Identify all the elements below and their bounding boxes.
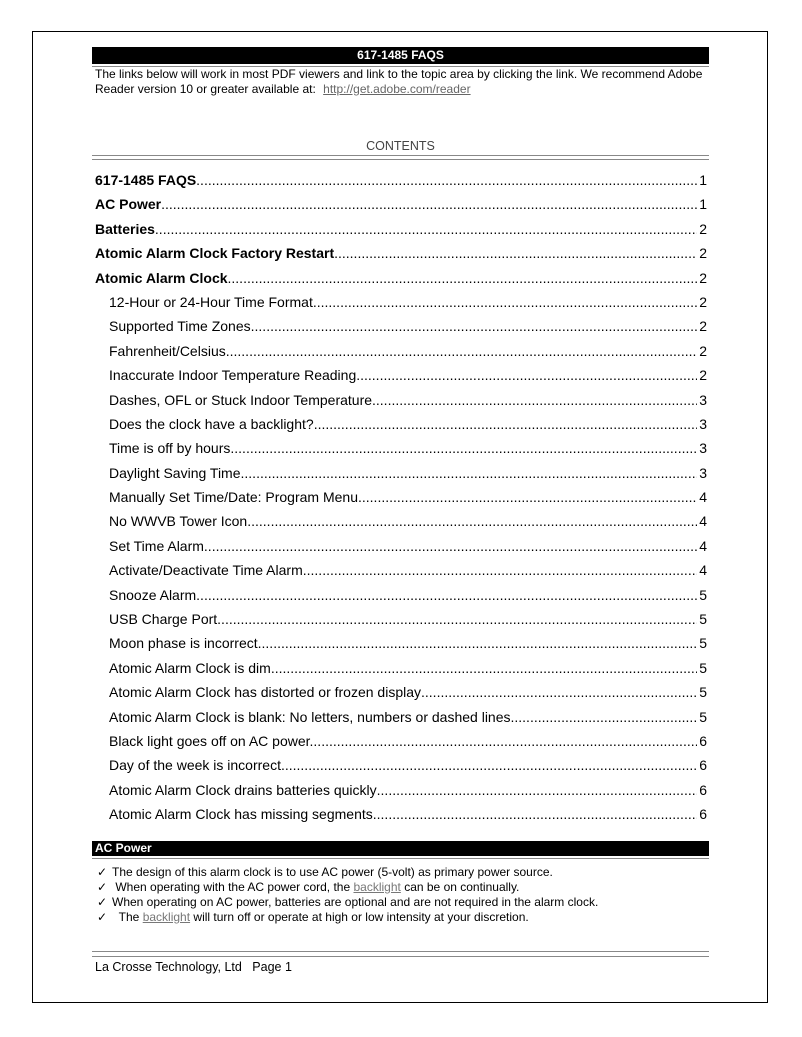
toc-entry-page: 6 xyxy=(699,781,707,798)
contents-heading: CONTENTS xyxy=(366,139,435,153)
toc-dot-leader xyxy=(421,684,697,700)
toc-entry-label: 12-Hour or 24-Hour Time Format xyxy=(109,293,313,310)
intro-paragraph xyxy=(95,67,705,96)
toc-entry-label: Black light goes off on AC power. xyxy=(109,732,314,749)
toc-dot-leader xyxy=(356,367,697,383)
adobe-reader-link[interactable]: http://get.adobe.com/reader xyxy=(323,81,471,96)
toc-dot-leader xyxy=(285,757,697,773)
backlight-link[interactable]: backlight xyxy=(353,880,401,894)
toc-entry[interactable] xyxy=(95,782,707,806)
toc-entry[interactable] xyxy=(95,416,707,440)
toc-entry-label: Atomic Alarm Clock has missing segments xyxy=(109,806,373,823)
toc-entry[interactable] xyxy=(95,245,707,269)
intro-text: The links below will work in most PDF viewers and link to the topic area by clicking the link. We recommend Adobe Reader version 10 or greater available at: xyxy=(95,67,703,96)
table-of-contents xyxy=(95,172,707,831)
toc-dot-leader xyxy=(226,343,697,359)
toc-entry-page: 2 xyxy=(699,367,707,384)
toc-entry-page: 6 xyxy=(699,757,707,774)
list-item xyxy=(97,865,707,880)
toc-entry-label: Day of the week is incorrect. xyxy=(109,757,285,774)
ac-power-bullets xyxy=(97,865,707,925)
toc-entry[interactable] xyxy=(95,392,707,416)
contents-divider xyxy=(92,155,709,160)
toc-entry-page: 2 xyxy=(699,318,707,335)
toc-dot-leader xyxy=(373,806,697,822)
toc-entry[interactable] xyxy=(95,538,707,562)
toc-entry-page: 5 xyxy=(699,659,707,676)
bullet-text: When operating with the AC power cord, the xyxy=(115,880,351,894)
toc-entry[interactable] xyxy=(95,440,707,464)
toc-entry-page: 2 xyxy=(699,220,707,237)
toc-entry-label: Inaccurate Indoor Temperature Reading xyxy=(109,367,357,384)
footer-page-number: Page 1 xyxy=(252,960,292,974)
toc-entry[interactable] xyxy=(95,733,707,757)
toc-entry[interactable] xyxy=(95,318,707,342)
toc-entry[interactable] xyxy=(95,367,707,391)
toc-entry-page: 4 xyxy=(699,562,707,579)
toc-entry[interactable] xyxy=(95,587,707,611)
footer-divider xyxy=(92,951,709,957)
toc-dot-leader xyxy=(196,172,697,188)
toc-entry[interactable] xyxy=(95,513,707,537)
toc-dot-leader xyxy=(313,733,697,749)
toc-entry[interactable] xyxy=(95,172,707,196)
toc-entry-label: Daylight Saving Time xyxy=(109,464,241,481)
toc-entry-page: 5 xyxy=(699,635,707,652)
toc-dot-leader xyxy=(251,318,698,334)
toc-entry-page: 2 xyxy=(699,269,707,286)
toc-entry-label: Moon phase is incorrect. xyxy=(109,635,262,652)
toc-entry-label: Batteries xyxy=(95,220,155,237)
toc-entry-page: 3 xyxy=(699,464,707,481)
list-item xyxy=(97,880,707,895)
bullet-text: can be on continually. xyxy=(404,880,520,894)
toc-entry[interactable] xyxy=(95,465,707,489)
toc-entry-label: Atomic Alarm Clock is blank: No letters, numbers or dashed lines. xyxy=(109,708,515,725)
page-footer xyxy=(95,960,292,974)
toc-entry-page: 6 xyxy=(699,732,707,749)
toc-entry-page: 1 xyxy=(699,172,707,188)
toc-dot-leader xyxy=(372,392,697,408)
toc-entry-label: Atomic Alarm Clock has distorted or frozen display xyxy=(109,684,422,701)
toc-entry-label: Manually Set Time/Date: Program Menu xyxy=(109,489,358,506)
toc-dot-leader xyxy=(334,245,697,261)
toc-entry-page: 1 xyxy=(699,196,707,213)
toc-entry-label: USB Charge Port xyxy=(109,611,218,628)
toc-entry-label: Does the clock have a backlight? xyxy=(109,415,314,432)
section-divider xyxy=(92,856,709,859)
toc-entry-label: Dashes, OFL or Stuck Indoor Temperature xyxy=(109,391,373,408)
toc-entry-page: 4 xyxy=(699,489,707,506)
toc-dot-leader xyxy=(247,513,697,529)
toc-entry[interactable] xyxy=(95,562,707,586)
toc-dot-leader xyxy=(161,196,697,212)
toc-entry[interactable] xyxy=(95,660,707,684)
page-title: 617-1485 FAQS xyxy=(92,47,709,64)
toc-entry-label: Fahrenheit/Celsius xyxy=(109,342,226,359)
checkmark-icon: ✓ xyxy=(97,880,108,894)
toc-entry-page: 3 xyxy=(699,415,707,432)
toc-dot-leader xyxy=(204,538,697,554)
toc-entry-page: 2 xyxy=(699,342,707,359)
toc-entry-label: Time is off by hours xyxy=(109,440,231,457)
toc-dot-leader xyxy=(303,562,697,578)
footer-company: La Crosse Technology, Ltd xyxy=(95,960,242,974)
toc-entry-page: 4 xyxy=(699,537,707,554)
backlight-link[interactable]: backlight xyxy=(142,910,191,924)
toc-entry-page: 3 xyxy=(699,440,707,457)
toc-dot-leader xyxy=(271,660,697,676)
list-item xyxy=(97,895,707,910)
toc-entry-page: 6 xyxy=(699,806,707,823)
toc-dot-leader xyxy=(314,416,698,432)
toc-entry-page: 4 xyxy=(699,513,707,530)
toc-entry[interactable] xyxy=(95,635,707,659)
bullet-text: The xyxy=(118,910,140,924)
toc-dot-leader xyxy=(241,465,698,481)
toc-entry[interactable] xyxy=(95,806,707,830)
toc-dot-leader xyxy=(377,782,698,798)
bullet-text: will turn off or operate at high or low intensity at your discretion. xyxy=(193,910,529,924)
toc-entry-page: 2 xyxy=(699,293,707,310)
toc-dot-leader xyxy=(217,611,697,627)
toc-entry-label: Snooze Alarm xyxy=(109,586,197,603)
toc-entry[interactable] xyxy=(95,489,707,513)
toc-entry-label: Atomic Alarm Clock Factory Restart xyxy=(95,245,335,262)
toc-entry[interactable] xyxy=(95,684,707,708)
toc-entry-page: 3 xyxy=(699,391,707,408)
bullet-text: When operating on AC power, batteries are optional and are not required in the alarm clock. xyxy=(112,895,599,909)
toc-entry-label: Atomic Alarm Clock drains batteries quickly xyxy=(109,781,377,798)
toc-entry-label: Supported Time Zones xyxy=(109,318,251,335)
toc-dot-leader xyxy=(230,440,697,456)
toc-entry[interactable] xyxy=(95,611,707,635)
toc-entry-page: 5 xyxy=(699,708,707,725)
toc-dot-leader xyxy=(262,635,698,651)
toc-dot-leader xyxy=(196,587,697,603)
toc-entry[interactable] xyxy=(95,270,707,294)
toc-dot-leader xyxy=(228,270,698,286)
list-item xyxy=(97,910,707,925)
toc-entry[interactable] xyxy=(95,343,707,367)
toc-entry-page: 2 xyxy=(699,245,707,262)
toc-dot-leader xyxy=(313,294,697,310)
toc-entry-label: 617-1485 FAQS xyxy=(95,172,197,188)
toc-entry-label: Set Time Alarm xyxy=(109,537,204,554)
toc-entry-page: 5 xyxy=(699,586,707,603)
toc-entry[interactable] xyxy=(95,221,707,245)
toc-dot-leader xyxy=(358,489,697,505)
toc-entry-label: No WWVB Tower Icon xyxy=(109,513,248,530)
section-heading-text: AC Power xyxy=(95,841,152,855)
toc-entry-label: Activate/Deactivate Time Alarm xyxy=(109,562,303,579)
toc-entry[interactable] xyxy=(95,757,707,781)
toc-entry[interactable] xyxy=(95,196,707,220)
section-heading-ac-power xyxy=(92,841,709,856)
toc-entry-label: Atomic Alarm Clock is dim xyxy=(109,659,271,676)
checkmark-icon: ✓ xyxy=(97,865,108,879)
toc-entry[interactable] xyxy=(95,294,707,318)
toc-dot-leader xyxy=(514,709,697,725)
toc-entry-page: 5 xyxy=(699,684,707,701)
toc-dot-leader xyxy=(155,221,697,237)
checkmark-icon: ✓ xyxy=(97,895,108,909)
toc-entry[interactable] xyxy=(95,709,707,733)
toc-entry-page: 5 xyxy=(699,611,707,628)
toc-entry-label: Atomic Alarm Clock xyxy=(95,269,228,286)
bullet-text: The design of this alarm clock is to use AC power (5-volt) as primary power source. xyxy=(112,865,553,879)
toc-entry-label: AC Power xyxy=(95,196,162,213)
checkmark-icon: ✓ xyxy=(97,910,108,924)
